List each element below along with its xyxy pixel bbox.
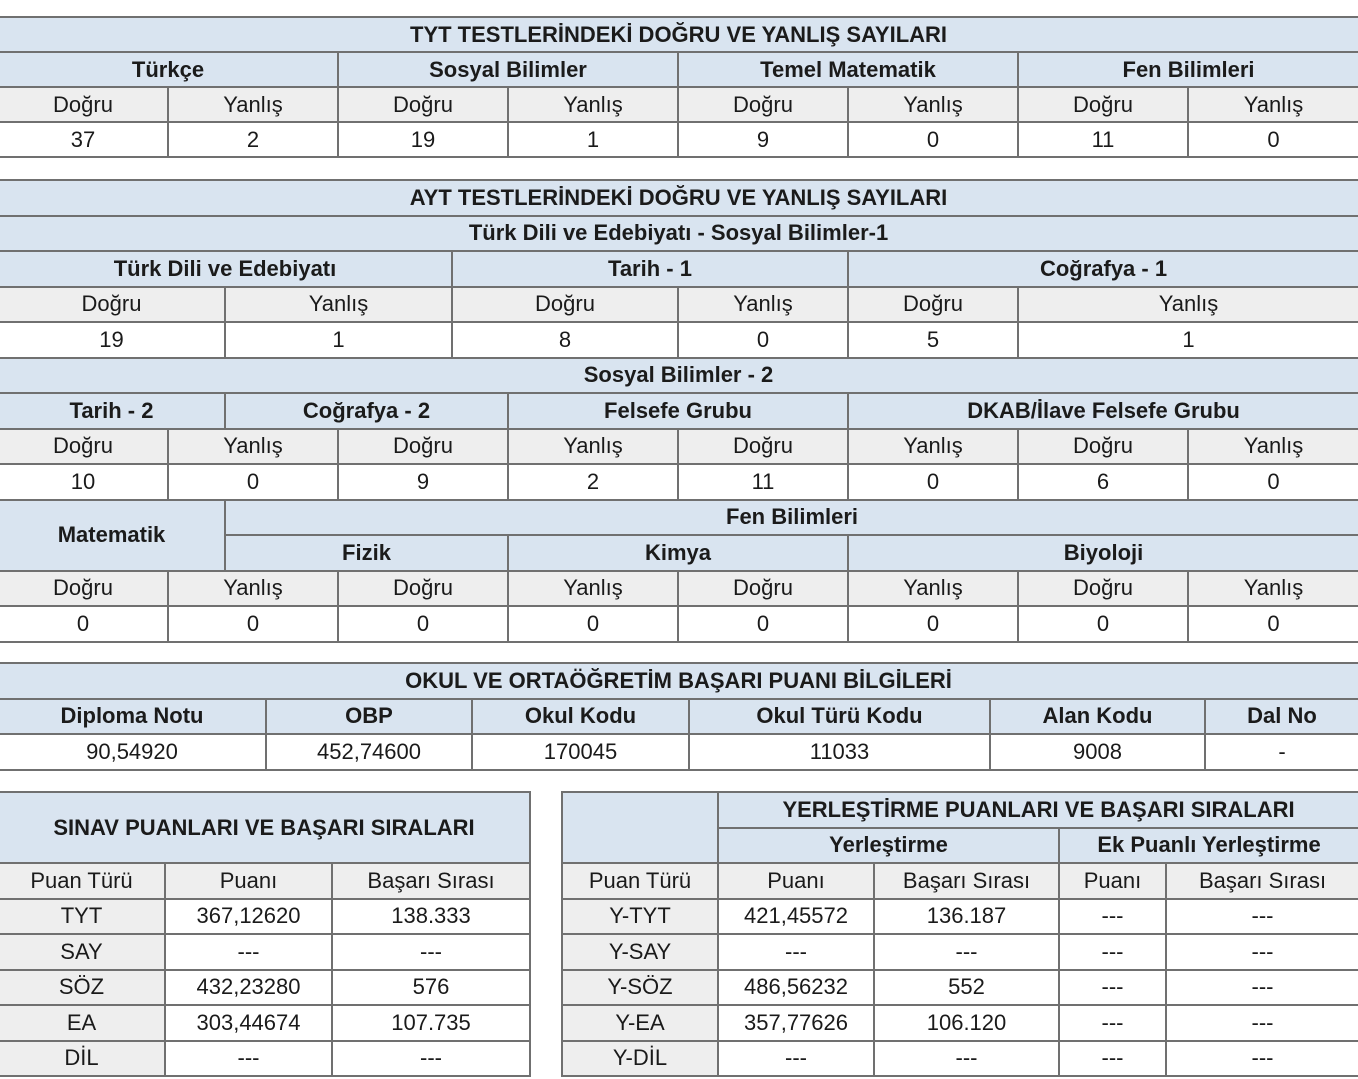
yanlis-label: Yanlış <box>848 571 1018 607</box>
dogru-value: 0 <box>1018 606 1188 642</box>
dogru-value: 11 <box>678 464 848 500</box>
okul-kodu: 170045 <box>472 734 689 770</box>
ek-puan: --- <box>1059 1041 1166 1077</box>
dogru-value: 19 <box>0 322 225 358</box>
tyt-table <box>0 16 1358 158</box>
subject-header: Türkçe <box>0 52 338 87</box>
yanlis-label: Yanlış <box>168 429 338 465</box>
puan-turu: SAY <box>0 934 165 970</box>
okul-header: Okul Türü Kodu <box>689 699 990 735</box>
okul-header: OBP <box>266 699 472 735</box>
okul-title: OKUL VE ORTAÖĞRETİM BAŞARI PUANI BİLGİLERİ <box>0 663 1358 699</box>
yanlis-value: 0 <box>168 464 338 500</box>
yanlis-label: Yanlış <box>508 429 678 465</box>
dogru-value: 37 <box>0 122 168 157</box>
yanlis-value: 0 <box>848 122 1018 157</box>
basari-sirasi: 138.333 <box>332 899 530 935</box>
puan: 303,44674 <box>165 1005 332 1041</box>
dogru-value: 5 <box>848 322 1018 358</box>
yanlis-label: Yanlış <box>678 287 848 323</box>
puan: 432,23280 <box>165 970 332 1006</box>
subject-header: DKAB/İlave Felsefe Grubu <box>848 393 1358 429</box>
okul-header: Diploma Notu <box>0 699 266 735</box>
basari-sirasi: --- <box>874 1041 1059 1077</box>
subject-header: Tarih - 1 <box>452 251 848 287</box>
ek-puan: --- <box>1059 970 1166 1006</box>
basari-sirasi: --- <box>332 1041 530 1077</box>
dogru-value: 6 <box>1018 464 1188 500</box>
ek-puan: --- <box>1059 899 1166 935</box>
yanlis-value: 1 <box>1018 322 1358 358</box>
yanlis-value: 0 <box>168 606 338 642</box>
yanlis-value: 0 <box>1188 606 1358 642</box>
yanlis-label: Yanlış <box>1188 87 1358 122</box>
ek-basari-sirasi: --- <box>1166 899 1358 935</box>
dogru-value: 11 <box>1018 122 1188 157</box>
col-header: Başarı Sırası <box>1166 863 1358 899</box>
puan: --- <box>165 1041 332 1077</box>
yanlis-label: Yanlış <box>225 287 452 323</box>
matematik-header: Matematik <box>0 500 225 571</box>
puan-turu: SÖZ <box>0 970 165 1006</box>
subject-header: Coğrafya - 2 <box>225 393 508 429</box>
dogru-value: 0 <box>0 606 168 642</box>
dogru-label: Doğru <box>338 429 508 465</box>
puan-turu: Y-SÖZ <box>562 970 718 1006</box>
dogru-label: Doğru <box>0 287 225 323</box>
col-header: Başarı Sırası <box>332 863 530 899</box>
dogru-label: Doğru <box>0 87 168 122</box>
dogru-label: Doğru <box>338 87 508 122</box>
puan-turu: TYT <box>0 899 165 935</box>
yanlis-label: Yanlış <box>168 87 338 122</box>
yanlis-value: 0 <box>848 606 1018 642</box>
yanlis-value: 2 <box>168 122 338 157</box>
basari-sirasi: 136.187 <box>874 899 1059 935</box>
ayt-table <box>0 179 1358 643</box>
alan-kodu: 9008 <box>990 734 1205 770</box>
section1-title: Türk Dili ve Edebiyatı - Sosyal Bilimler-1 <box>0 216 1358 252</box>
yanlis-label: Yanlış <box>508 87 678 122</box>
puan: --- <box>718 1041 874 1077</box>
subject-header: Sosyal Bilimler <box>338 52 678 87</box>
yanlis-label: Yanlış <box>848 87 1018 122</box>
puan-turu: Y-TYT <box>562 899 718 935</box>
yerlestirme-corner <box>562 792 718 863</box>
col-header: Puanı <box>1059 863 1166 899</box>
yanlis-label: Yanlış <box>1018 287 1358 323</box>
yanlis-label: Yanlış <box>168 571 338 607</box>
subject-header: Temel Matematik <box>678 52 1018 87</box>
basari-sirasi: --- <box>332 934 530 970</box>
puan: 486,56232 <box>718 970 874 1006</box>
yanlis-label: Yanlış <box>1188 571 1358 607</box>
dogru-label: Doğru <box>1018 571 1188 607</box>
puan-turu: Y-DİL <box>562 1041 718 1077</box>
puan-turu: Y-EA <box>562 1005 718 1041</box>
subject-header: Fen Bilimleri <box>1018 52 1358 87</box>
yanlis-value: 2 <box>508 464 678 500</box>
yanlis-label: Yanlış <box>508 571 678 607</box>
dogru-label: Doğru <box>1018 429 1188 465</box>
basari-sirasi: --- <box>874 934 1059 970</box>
col-header: Puanı <box>165 863 332 899</box>
okul-turu-kodu: 11033 <box>689 734 990 770</box>
yanlis-label: Yanlış <box>1188 429 1358 465</box>
puan-turu: Y-SAY <box>562 934 718 970</box>
puan: --- <box>165 934 332 970</box>
yanlis-value: 0 <box>508 606 678 642</box>
yanlis-value: 0 <box>1188 464 1358 500</box>
sinav-table <box>0 791 531 1077</box>
dogru-value: 9 <box>338 464 508 500</box>
okul-header: Okul Kodu <box>472 699 689 735</box>
section2-title: Sosyal Bilimler - 2 <box>0 358 1358 394</box>
dogru-value: 9 <box>678 122 848 157</box>
dal-no: - <box>1205 734 1358 770</box>
ek-basari-sirasi: --- <box>1166 970 1358 1006</box>
puan: --- <box>718 934 874 970</box>
col-header: Puan Türü <box>0 863 165 899</box>
dogru-label: Doğru <box>848 287 1018 323</box>
diploma-notu: 90,54920 <box>0 734 266 770</box>
yerlestirme-title: YERLEŞTİRME PUANLARI VE BAŞARI SIRALARI <box>718 792 1358 828</box>
dogru-label: Doğru <box>678 571 848 607</box>
basari-sirasi: 576 <box>332 970 530 1006</box>
puan: 367,12620 <box>165 899 332 935</box>
ek-basari-sirasi: --- <box>1166 934 1358 970</box>
col-header: Puanı <box>718 863 874 899</box>
yanlis-label: Yanlış <box>848 429 1018 465</box>
ek-puan: --- <box>1059 934 1166 970</box>
puan: 357,77626 <box>718 1005 874 1041</box>
dogru-value: 0 <box>338 606 508 642</box>
basari-sirasi: 107.735 <box>332 1005 530 1041</box>
dogru-label: Doğru <box>0 429 168 465</box>
subject-header: Felsefe Grubu <box>508 393 848 429</box>
puan: 421,45572 <box>718 899 874 935</box>
okul-header: Alan Kodu <box>990 699 1205 735</box>
dogru-label: Doğru <box>452 287 678 323</box>
okul-header: Dal No <box>1205 699 1358 735</box>
subject-header: Fizik <box>225 535 508 571</box>
yanlis-value: 0 <box>1188 122 1358 157</box>
subject-header: Coğrafya - 1 <box>848 251 1358 287</box>
yanlis-value: 0 <box>848 464 1018 500</box>
yanlis-value: 0 <box>678 322 848 358</box>
yerlestirme-table <box>561 791 1358 1077</box>
okul-table <box>0 662 1358 771</box>
dogru-value: 19 <box>338 122 508 157</box>
ek-puan: --- <box>1059 1005 1166 1041</box>
ek-basari-sirasi: --- <box>1166 1005 1358 1041</box>
dogru-label: Doğru <box>338 571 508 607</box>
basari-sirasi: 552 <box>874 970 1059 1006</box>
ayt-title: AYT TESTLERİNDEKİ DOĞRU VE YANLIŞ SAYILARI <box>0 180 1358 216</box>
ek-basari-sirasi: --- <box>1166 1041 1358 1077</box>
subject-header: Biyoloji <box>848 535 1358 571</box>
basari-sirasi: 106.120 <box>874 1005 1059 1041</box>
tyt-title: TYT TESTLERİNDEKİ DOĞRU VE YANLIŞ SAYILARI <box>0 17 1358 52</box>
subject-header: Tarih - 2 <box>0 393 225 429</box>
dogru-value: 8 <box>452 322 678 358</box>
puan-turu: DİL <box>0 1041 165 1077</box>
sinav-title: SINAV PUANLARI VE BAŞARI SIRALARI <box>0 792 530 863</box>
dogru-value: 10 <box>0 464 168 500</box>
yanlis-value: 1 <box>225 322 452 358</box>
dogru-value: 0 <box>678 606 848 642</box>
col-header: Puan Türü <box>562 863 718 899</box>
dogru-label: Doğru <box>0 571 168 607</box>
subject-header: Türk Dili ve Edebiyatı <box>0 251 452 287</box>
group-header: Yerleştirme <box>718 828 1059 864</box>
dogru-label: Doğru <box>678 87 848 122</box>
dogru-label: Doğru <box>678 429 848 465</box>
puan-turu: EA <box>0 1005 165 1041</box>
yanlis-value: 1 <box>508 122 678 157</box>
obp: 452,74600 <box>266 734 472 770</box>
fen-title: Fen Bilimleri <box>225 500 1358 536</box>
subject-header: Kimya <box>508 535 848 571</box>
dogru-label: Doğru <box>1018 87 1188 122</box>
col-header: Başarı Sırası <box>874 863 1059 899</box>
group-header: Ek Puanlı Yerleştirme <box>1059 828 1358 864</box>
